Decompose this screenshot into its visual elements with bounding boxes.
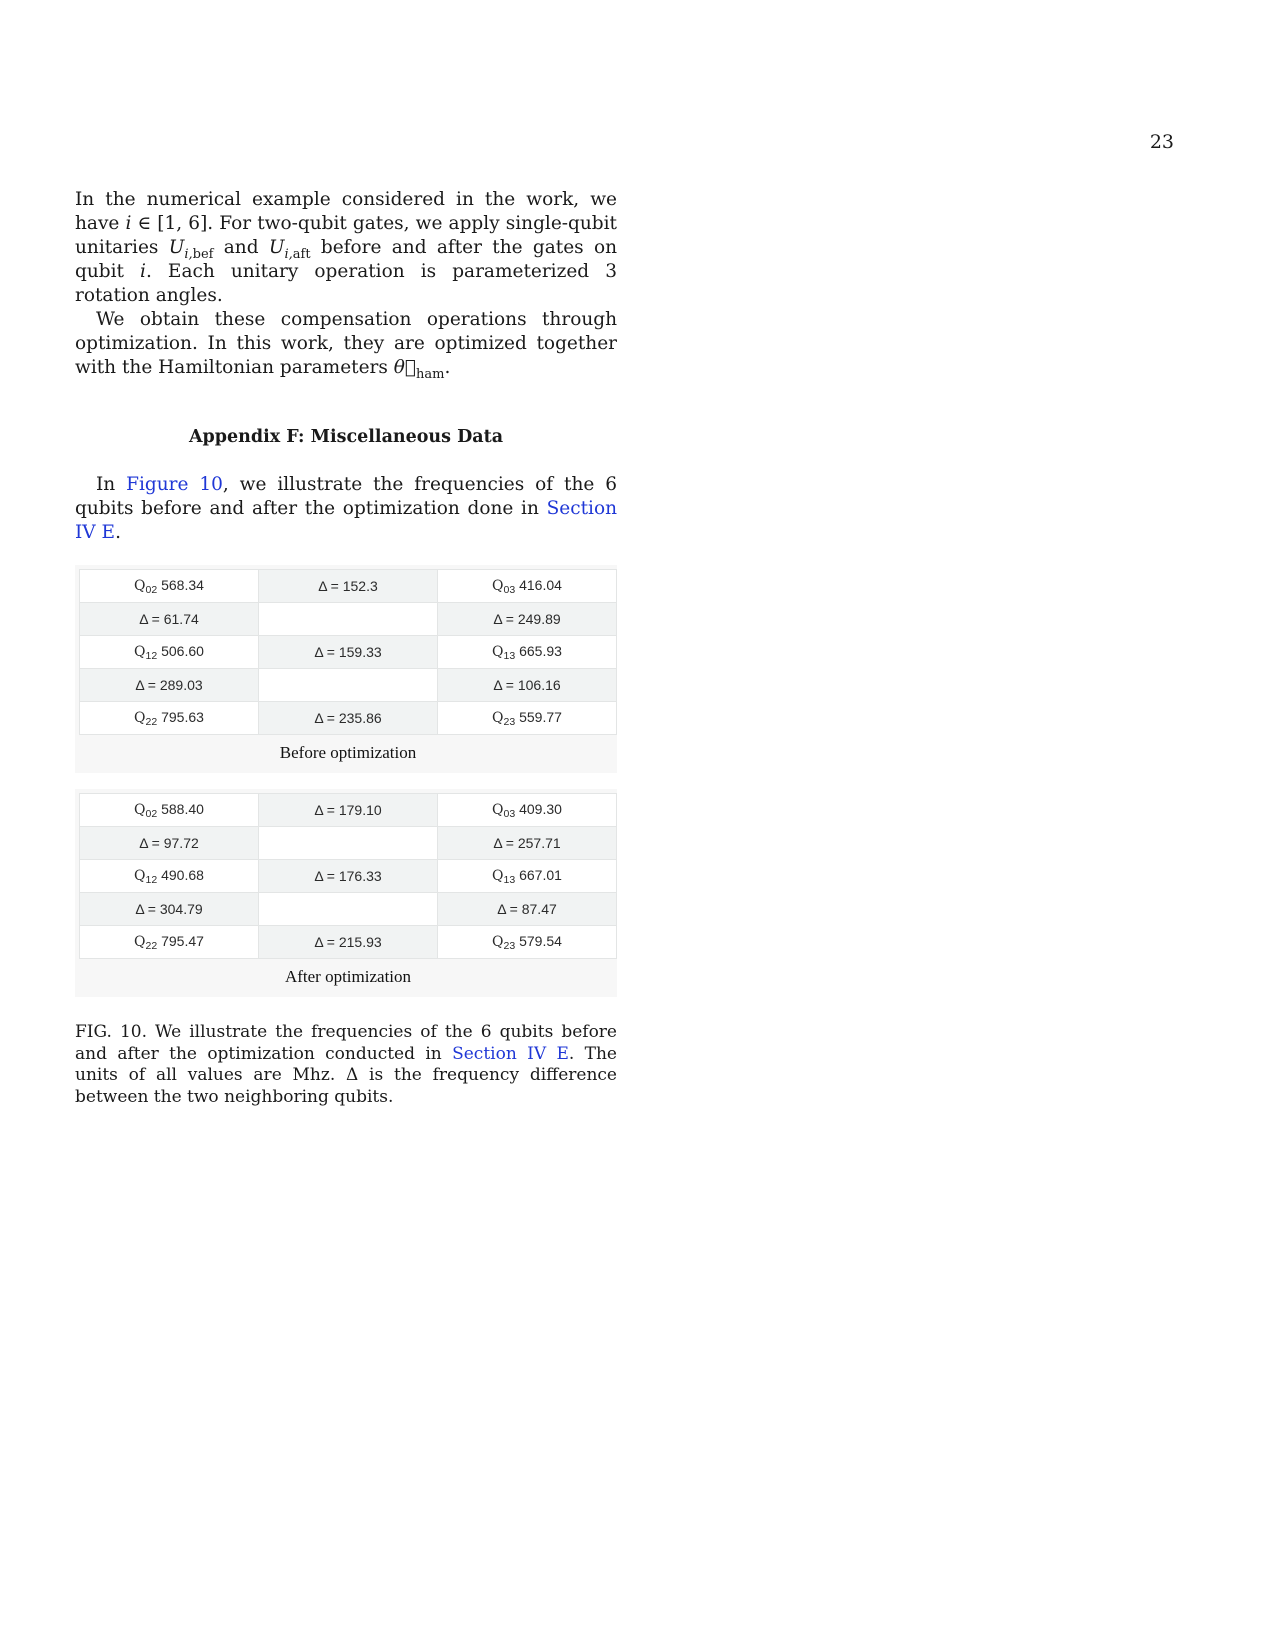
after-caption: After optimization [284, 967, 412, 986]
qubit-index: 13 [503, 649, 516, 662]
qubit-label: Q [134, 867, 146, 884]
qubit-label: Q [134, 801, 146, 818]
section-link[interactable]: Section IV E [75, 498, 617, 543]
table-row [80, 570, 617, 603]
qubit-cell [438, 926, 617, 959]
delta-cell: Δ = 61.74 [80, 603, 259, 636]
paragraph-1: In the numerical example considered in the work, we have i ∈ [1, 6]. For two-qubit gates, we apply single-qubit unitaries $U_{i,bef}$ and $U_{i,aft}$ before and after the gates on qubit i. Each unitary operation is parameterized 3 rotation angles. [75, 189, 617, 306]
delta-cell: Δ = 179.10 [259, 794, 438, 827]
qubit-index: 02 [145, 583, 158, 596]
qubit-cell [80, 926, 259, 959]
delta-cell: Δ = 152.3 [259, 570, 438, 603]
page-number: 23 [1149, 131, 1174, 153]
figure-10 [75, 565, 617, 997]
figure-10-link[interactable]: Figure 10 [126, 474, 223, 495]
qubit-label: Q [134, 709, 146, 726]
delta-cell: Δ = 257.71 [438, 827, 617, 860]
figure-caption: FIG. 10. We illustrate the frequencies of the 6 qubits before and after the optimization conducted in Section IV E. The units of all values are Mhz. Δ is the frequency difference between the two neighboring qubits. [75, 1022, 617, 1107]
qubit-index: 12 [145, 873, 158, 886]
qubit-frequency: 667.01 [519, 866, 562, 883]
qubit-index: 03 [503, 583, 516, 596]
qubit-frequency: 490.68 [161, 866, 204, 883]
qubit-label: Q [492, 643, 504, 660]
qubit-frequency: 795.47 [161, 932, 204, 949]
before-caption: Before optimization [279, 743, 417, 762]
table-row [80, 827, 617, 860]
appendix-heading: Appendix F: Miscellaneous Data [188, 427, 504, 447]
delta-cell: Δ = 106.16 [438, 669, 617, 702]
qubit-cell [80, 794, 259, 827]
qubit-cell [438, 794, 617, 827]
table-row [80, 702, 617, 735]
qubit-cell [438, 570, 617, 603]
table-row [80, 860, 617, 893]
qubit-label: Q [492, 933, 504, 950]
qubit-frequency: 416.04 [519, 576, 562, 593]
delta-cell: Δ = 289.03 [80, 669, 259, 702]
table-row [80, 636, 617, 669]
qubit-label: Q [134, 577, 146, 594]
before-panel [75, 565, 617, 773]
qubit-frequency: 559.77 [519, 708, 562, 725]
empty-cell [259, 827, 438, 860]
qubit-cell [438, 636, 617, 669]
empty-cell [259, 669, 438, 702]
table-row [80, 794, 617, 827]
delta-cell: Δ = 235.86 [259, 702, 438, 735]
table-row [80, 926, 617, 959]
qubit-index: 23 [503, 939, 516, 952]
qubit-label: Q [134, 643, 146, 660]
qubit-frequency: 665.93 [519, 642, 562, 659]
qubit-cell [80, 860, 259, 893]
qubit-label: Q [492, 577, 504, 594]
table-row [80, 603, 617, 636]
qubit-index: 23 [503, 715, 516, 728]
qubit-cell [438, 860, 617, 893]
table-row [80, 669, 617, 702]
qubit-label: Q [134, 933, 146, 950]
qubit-frequency: 409.30 [519, 800, 562, 817]
qubit-index: 22 [145, 939, 158, 952]
delta-cell: Δ = 97.72 [80, 827, 259, 860]
qubit-label: Q [492, 801, 504, 818]
qubit-frequency: 506.60 [161, 642, 204, 659]
delta-cell: Δ = 87.47 [438, 893, 617, 926]
qubit-index: 12 [145, 649, 158, 662]
table-row [80, 893, 617, 926]
before-table [79, 569, 617, 735]
after-panel [75, 789, 617, 997]
qubit-label: Q [492, 867, 504, 884]
paragraph-2: We obtain these compensation operations through optimization. In this work, they are optimized together with the Hamiltonian parameters $\theta⃗_{ham}$. [75, 309, 617, 382]
text-column [75, 188, 617, 1108]
qubit-cell [80, 570, 259, 603]
qubit-index: 03 [503, 807, 516, 820]
qubit-index: 02 [145, 807, 158, 820]
qubit-index: 13 [503, 873, 516, 886]
qubit-cell [80, 702, 259, 735]
qubit-cell [80, 636, 259, 669]
qubit-index: 22 [145, 715, 158, 728]
qubit-frequency: 568.34 [161, 576, 204, 593]
after-table [79, 793, 617, 959]
empty-cell [259, 603, 438, 636]
qubit-cell [438, 702, 617, 735]
delta-cell: Δ = 215.93 [259, 926, 438, 959]
paragraph-3: In Figure 10, we illustrate the frequencies of the 6 qubits before and after the optimization done in Section IV E. [75, 474, 617, 543]
delta-cell: Δ = 159.33 [259, 636, 438, 669]
empty-cell [259, 893, 438, 926]
qubit-frequency: 579.54 [519, 932, 562, 949]
qubit-label: Q [492, 709, 504, 726]
delta-cell: Δ = 176.33 [259, 860, 438, 893]
qubit-frequency: 795.63 [161, 708, 204, 725]
delta-cell: Δ = 249.89 [438, 603, 617, 636]
qubit-frequency: 588.40 [161, 800, 204, 817]
caption-section-link[interactable]: Section IV E [452, 1043, 569, 1064]
delta-cell: Δ = 304.79 [80, 893, 259, 926]
